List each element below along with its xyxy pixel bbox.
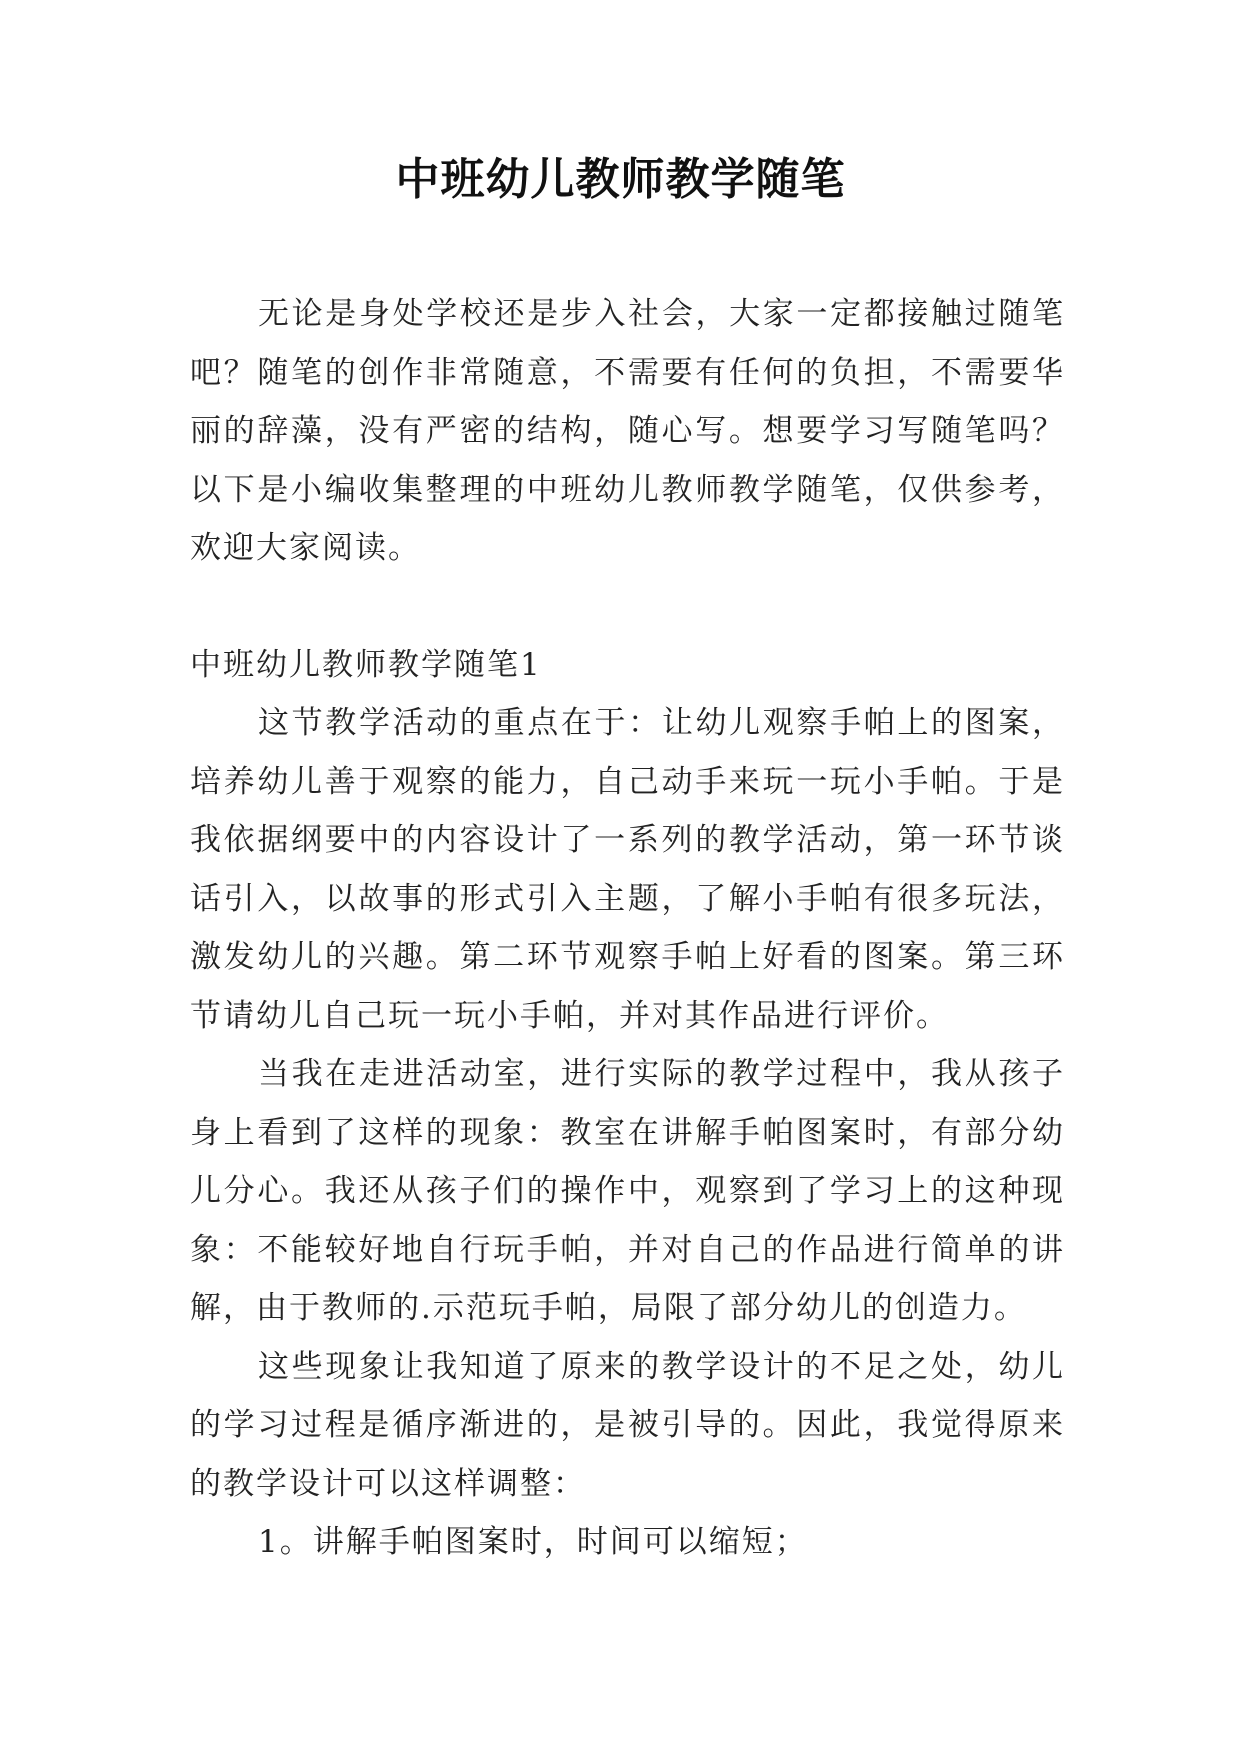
document-body — [190, 285, 1065, 1572]
section-heading: 中班幼儿教师教学随笔1 — [190, 646, 542, 683]
body-paragraph-3: 这些现象让我知道了原来的教学设计的不足之处，幼儿的学习过程是循序渐进的，是被引导的。因此，我觉得原来的教学设计可以这样调整： — [190, 1348, 1065, 1502]
body-paragraph-1: 这节教学活动的重点在于：让幼儿观察手帕上的图案，培养幼儿善于观察的能力，自己动手来玩一玩小手帕。于是我依据纲要中的内容设计了一系列的教学活动，第一环节谈话引入，以故事的形式引入主题，了解小手帕有很多玩法，激发幼儿的兴趣。第二环节观察手帕上好看的图案。第三环节请幼儿自己玩一玩小手帕，并对其作品进行评价。 — [190, 705, 1065, 1034]
body-paragraph-2: 当我在走进活动室，进行实际的教学过程中，我从孩子身上看到了这样的现象：教室在讲解手帕图案时，有部分幼儿分心。我还从孩子们的操作中，观察到了学习上的这种现象：不能较好地自行玩手帕，并对自己的作品进行简单的讲解，由于教师的.示范玩手帕，局限了部分幼儿的创造力。 — [190, 1056, 1065, 1326]
document-title: 中班幼儿教师教学随笔 — [395, 154, 846, 205]
intro-paragraph: 无论是身处学校还是步入社会，大家一定都接触过随笔吧？随笔的创作非常随意，不需要有任何的负担，不需要华丽的辞藻，没有严密的结构，随心写。想要学习写随笔吗？以下是小编收集整理的中班幼儿教师教学随笔，仅供参考，欢迎大家阅读。 — [190, 296, 1065, 566]
body-paragraph-4: 1。讲解手帕图案时，时间可以缩短； — [258, 1524, 808, 1560]
